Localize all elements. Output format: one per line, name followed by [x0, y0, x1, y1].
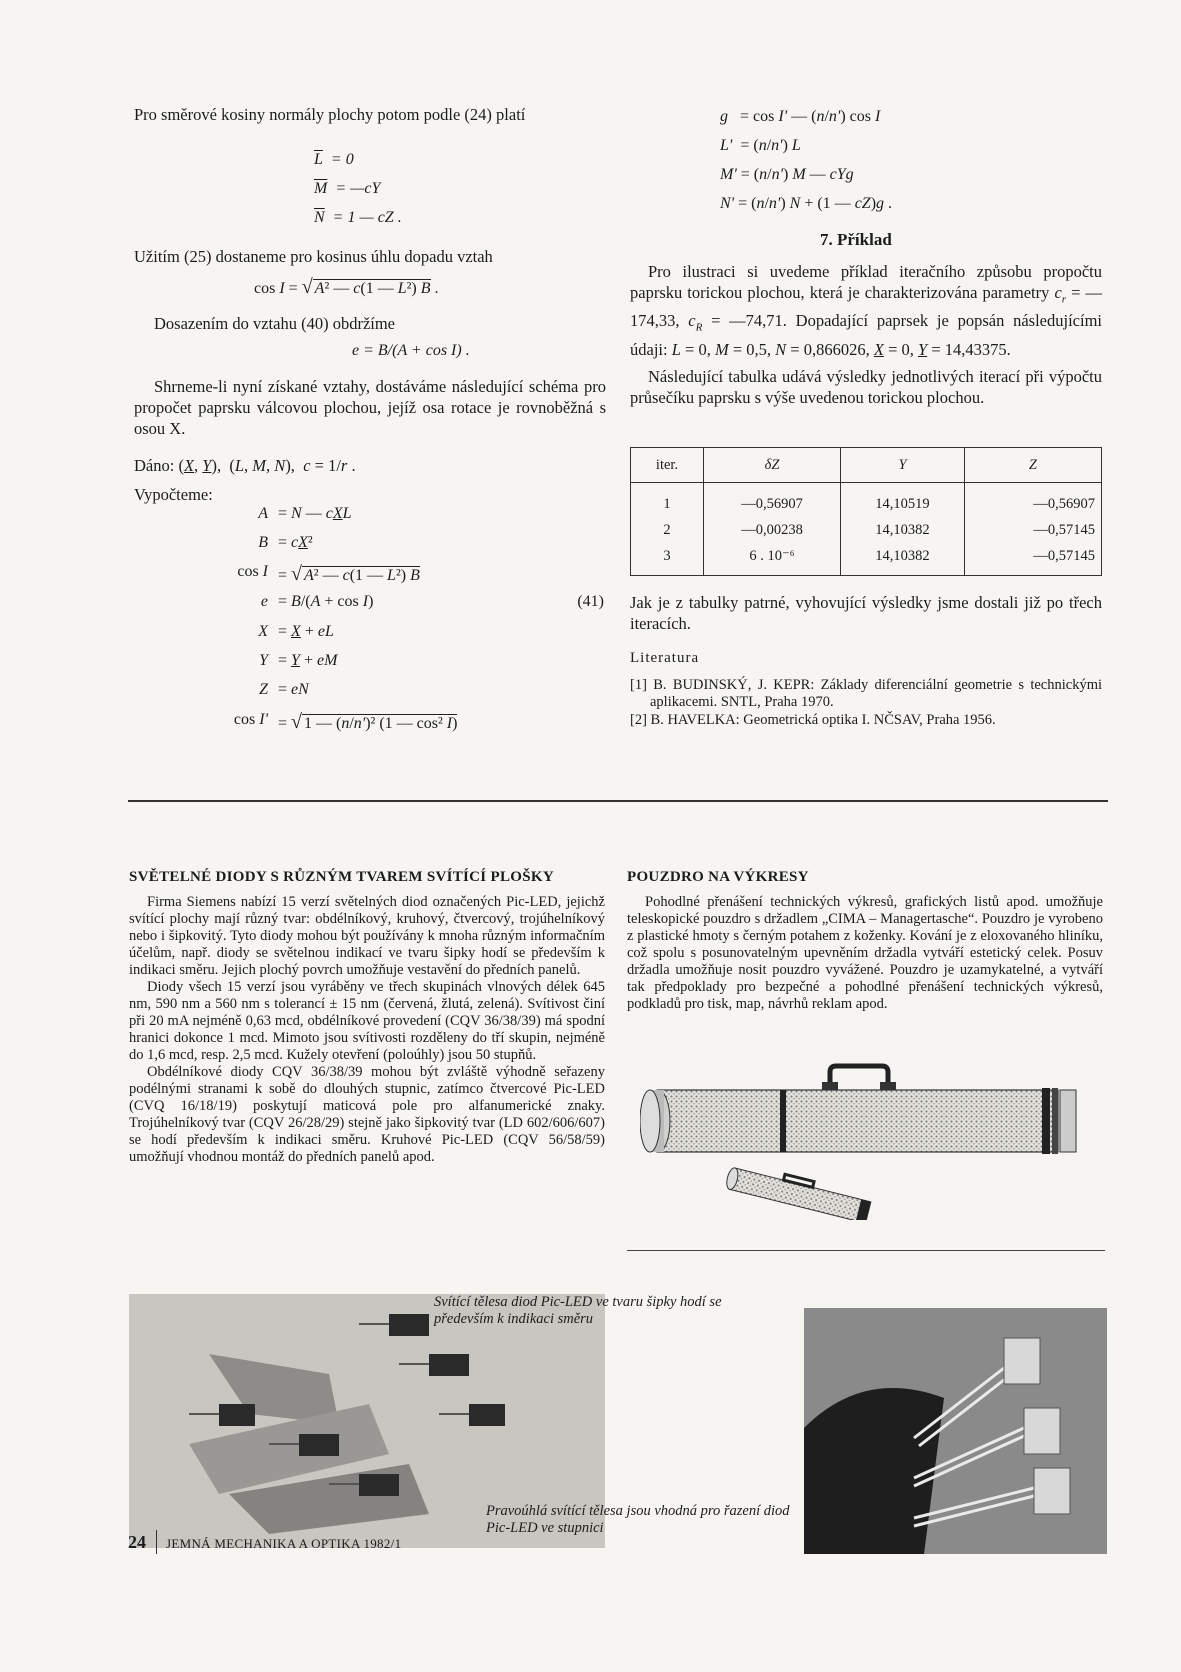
col-header: iter. — [631, 448, 704, 483]
text-usage-25: Užitím (25) dostaneme pro kosinus úhlu dopadu vztah — [134, 247, 493, 266]
text-substitution: Dosazením do vztahu (40) obdržíme — [154, 314, 396, 333]
article-body-case: Pohodlné přenášení technických výkresů, grafických listů apod. umožňuje teleskopické pouzdro s držadlem „CIMA – Managertasche“. Pouzdro je vyrobeno z plastické hmoty s černým potahem z koženky. Kování je z eloxovaného hliníku, což spolu s posunovatelným upevněním držadla vytváří estetický celek. Posuv držadla umožňuje nosit pouzdro vyvážené. Pouzdro je uzamykatelné, a vytváří tak předpoklady pro bezpečné a pohodlné přenášení technických výkresů, podkladů pro tisk, map, návrhů reklam apod. — [627, 894, 1103, 1012]
section-divider — [128, 800, 1108, 802]
conclusion-text: Jak je z tabulky patrné, vyhovující výsledky jsme dostali již po třech iteracích. — [630, 593, 1102, 633]
table-cell: 1 — [631, 483, 704, 518]
compute-label: Vypočteme: — [134, 485, 213, 504]
article-body-leds — [129, 894, 605, 1166]
table-cell: —0,00238 — [704, 517, 841, 543]
table-cell: —0,57145 — [964, 517, 1101, 543]
paragraph: Obdélníkové diody CQV 36/38/39 mohou být zvláště výhodně seřazeny podélnými stranami k sobě do dlouhých stupnic, zatímco čtvercové Pic-LED (CVQ 16/18/19) poskytují maticová pole pro alfanumerické znaky. Trojúhelníkový tvar (CQV 26/28/29) stejně jako šipkovitý tvar (LD 602/606/607) se hodí především k indikaci směru. Kruhové Pic-LED (CQV 56/58/59) umožňují vhodnou montáž do předních panelů apod. — [129, 1064, 605, 1165]
table-row — [631, 517, 1102, 543]
col-header: Z — [964, 448, 1101, 483]
article-title-leds: SVĚTELNÉ DIODY S RŮZNÝM TVAREM SVÍTÍCÍ PLOŠKY — [129, 869, 554, 885]
photo-caption-rect: Pravoúhlá svítící tělesa jsou vhodná pro řazení diod Pic-LED ve stupnici — [486, 1503, 790, 1536]
table-cell: 14,10519 — [841, 483, 965, 518]
reference-list — [630, 677, 1102, 729]
section-heading: 7. Příklad — [820, 230, 892, 249]
table-cell: —0,57145 — [964, 543, 1101, 576]
table-row — [631, 483, 1102, 518]
table-row — [631, 543, 1102, 576]
reference-item: [2] B. HAVELKA: Geometrická optika I. NČSAV, Praha 1956. — [630, 712, 996, 728]
equation-refraction: g = cos I' — (n/n') cos I L' = (n/n') L M' = (n/n') M — cYg N' = (n/n') N + (1 — cZ)g . — [720, 108, 893, 212]
summary-text: Shrneme-li nyní získané vztahy, dostáváme následující schéma pro propočet paprsku válcovou plochou, jejíž osa rotace je rovnoběžná s osou X. — [134, 377, 606, 438]
col-header: δZ — [704, 448, 841, 483]
equation-number: (41) — [577, 593, 604, 610]
equation-cos-i: cos I = √ A² — c(1 — L²) B . — [254, 276, 439, 298]
table-cell: —0,56907 — [964, 483, 1101, 518]
table-cell: 3 — [631, 543, 704, 576]
table-header-row — [631, 448, 1102, 483]
paragraph: Diody všech 15 verzí jsou vyráběny ve třech skupinách vlnových délek 645 nm, 590 nm a 560 nm s tolerancí ± 15 nm (červená, žlutá, zelená). Svítivost činí při 20 mA nejméně 0,63 mcd, obdélníkové provedení (CQV 36/38/39) má spodní hranici dokonce 1 mcd. Mimoto jsou svítivosti rozděleny do tří skupin, nejméně do 1,6 mcd, resp. 2,5 mcd. Kužely otevření (poloúhly) jsou 50 stupňů. — [129, 979, 605, 1063]
article-title-case: POUZDRO NA VÝKRESY — [627, 869, 809, 885]
literature-heading: Literatura — [630, 650, 700, 666]
reference-item: [1] B. BUDINSKÝ, J. KEPR: Základy diferenciální geometrie s technickými aplikacemi. SNTL, Praha 1970. — [630, 677, 1102, 710]
drawing-tube-illustration — [640, 1060, 1090, 1220]
photo-caption-arrow: Svítící tělesa diod Pic-LED ve tvaru šipky hodí se především k indikaci směru — [434, 1294, 722, 1327]
table-cell: 14,10382 — [841, 543, 965, 576]
table-intro-text: Následující tabulka udává výsledky jednotlivých iterací při výpočtu průsečíku paprsku s výše uvedenou torickou plochou. — [630, 367, 1102, 407]
table-cell: 2 — [631, 517, 704, 543]
paragraph: Firma Siemens nabízí 15 verzí světelných diod označených Pic-LED, jejichž svítící plochy mají různý tvar: obdélníkový, kruhový, čtvercový, trojúhelníkový nebo i šipkovitý. Tyto diody mohou být používány k mnoha různým informačním účelům, např. diody se světelnou indikací ve tvaru šipky hodí se především k indikaci směru. Jejich plochý povrch umožňuje vestavění do předních panelů. — [129, 894, 605, 978]
page-number: 24 — [128, 1532, 146, 1552]
led-rect-photo — [804, 1308, 1107, 1554]
given-text: Dáno: (X, Y), (L, M, N), c = 1/r . — [134, 456, 356, 475]
intro-text: Pro směrové kosiny normály plochy potom podle (24) platí — [134, 105, 526, 124]
journal-name: JEMNÁ MECHANIKA A OPTIKA 1982/1 — [166, 1536, 402, 1551]
example-text: Pro ilustraci si uvedeme příklad iteračního způsobu propočtu paprsku torickou plochou, která je charakterizována parametry $c_r$ = —174,33, $c_R$ = —74,71. Dopadající paprsek je popsán následujícími údaji: L = 0, M = 0,5, N = 0,866026, X = 0, Y = 14,43375. — [630, 262, 1102, 359]
col-header: Y — [841, 448, 965, 483]
footer-separator — [156, 1530, 157, 1554]
table-cell: 6 . 10⁻⁶ — [704, 543, 841, 576]
article-divider — [627, 1250, 1105, 1251]
iteration-table — [630, 447, 1102, 576]
table-cell: 14,10382 — [841, 517, 965, 543]
equation-system-41: A = N — cXL B = cX² cos I = √ A² — c(1 — L²) B e = B/(A + cos I) (41) X = X + eL Y = Y + eM Z = eN cos I' = √ 1 — (n/n')² (1 — cos² I) — [233, 505, 604, 733]
table-cell: —0,56907 — [704, 483, 841, 518]
equation-e: e = B/(A + cos I) . — [352, 342, 470, 359]
